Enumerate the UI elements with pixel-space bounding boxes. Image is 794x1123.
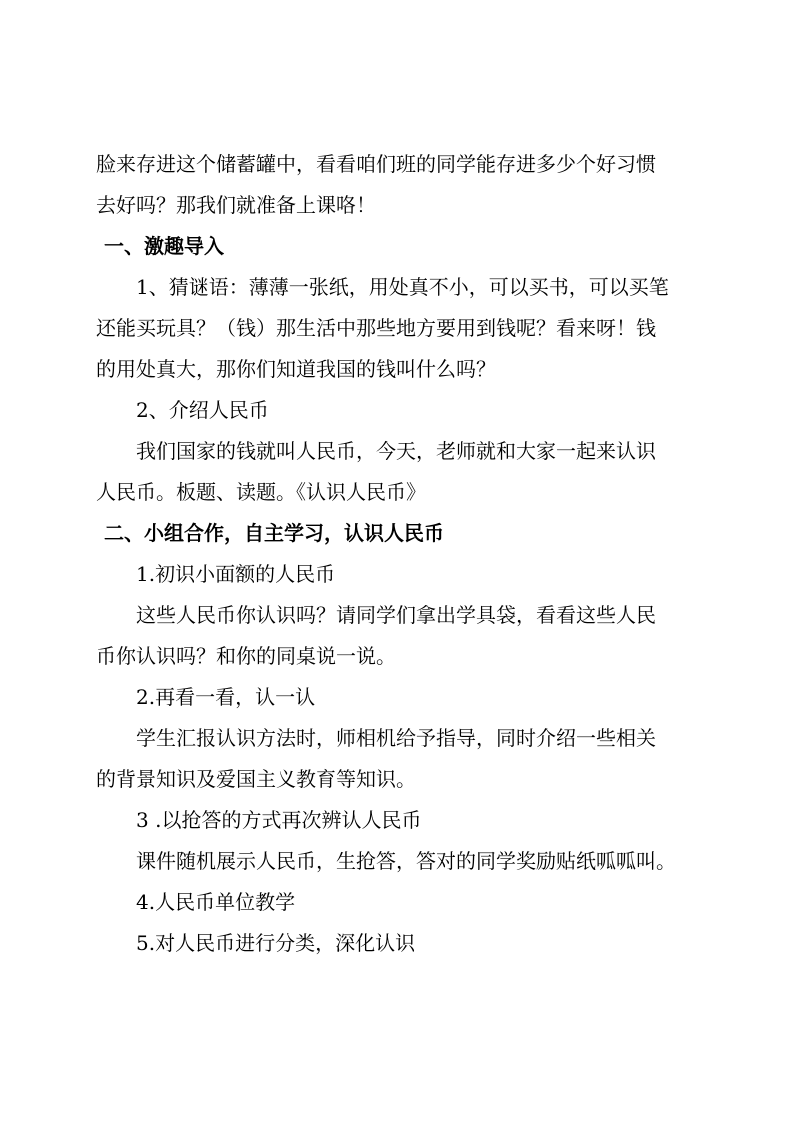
subheading-line: 1.初识小面额的人民币 (136, 562, 336, 586)
subheading-line: 2.再看一看，认一认 (136, 685, 316, 709)
subheading-line: 2、介绍人民币 (136, 398, 269, 422)
paragraph-line: 这些人民币你认识吗？请同学们拿出学具袋，看看这些人民 (136, 603, 656, 627)
paragraph-line: 脸来存进这个储蓄罐中，看看咱们班的同学能存进多少个好习惯 (96, 152, 656, 176)
subheading-line: 3 .以抢答的方式再次辨认人民币 (136, 808, 422, 832)
paragraph-line: 我们国家的钱就叫人民币，今天，老师就和大家一起来认识 (136, 439, 656, 463)
section-heading: 二、小组合作，自主学习，认识人民币 (104, 521, 444, 545)
paragraph-line: 学生汇报认识方法时，师相机给予指导，同时介绍一些相关 (136, 726, 656, 750)
paragraph-line: 去好吗？那我们就准备上课咯！ (96, 193, 376, 217)
paragraph-line: 币你认识吗？和你的同桌说一说。 (96, 644, 396, 668)
paragraph-line: 人民币。板题、读题。《认识人民币》 (96, 480, 426, 504)
paragraph-line: 还能买玩具？（钱）那生活中那些地方要用到钱呢？看来呀！钱 (96, 316, 656, 340)
paragraph-line: 的用处真大，那你们知道我国的钱叫什么吗？ (96, 357, 496, 381)
subheading-line: 5.对人民币进行分类，深化认识 (136, 931, 416, 955)
paragraph-line: 1、猜谜语：薄薄一张纸，用处真不小，可以买书，可以买笔 (136, 275, 669, 299)
paragraph-line: 的背景知识及爱国主义教育等知识。 (96, 767, 416, 791)
subheading-line: 4.人民币单位教学 (136, 890, 296, 914)
paragraph-line: 课件随机展示人民币，生抢答，答对的同学奖励贴纸呱呱叫。 (136, 849, 676, 873)
section-heading: 一、激趣导入 (104, 234, 224, 258)
